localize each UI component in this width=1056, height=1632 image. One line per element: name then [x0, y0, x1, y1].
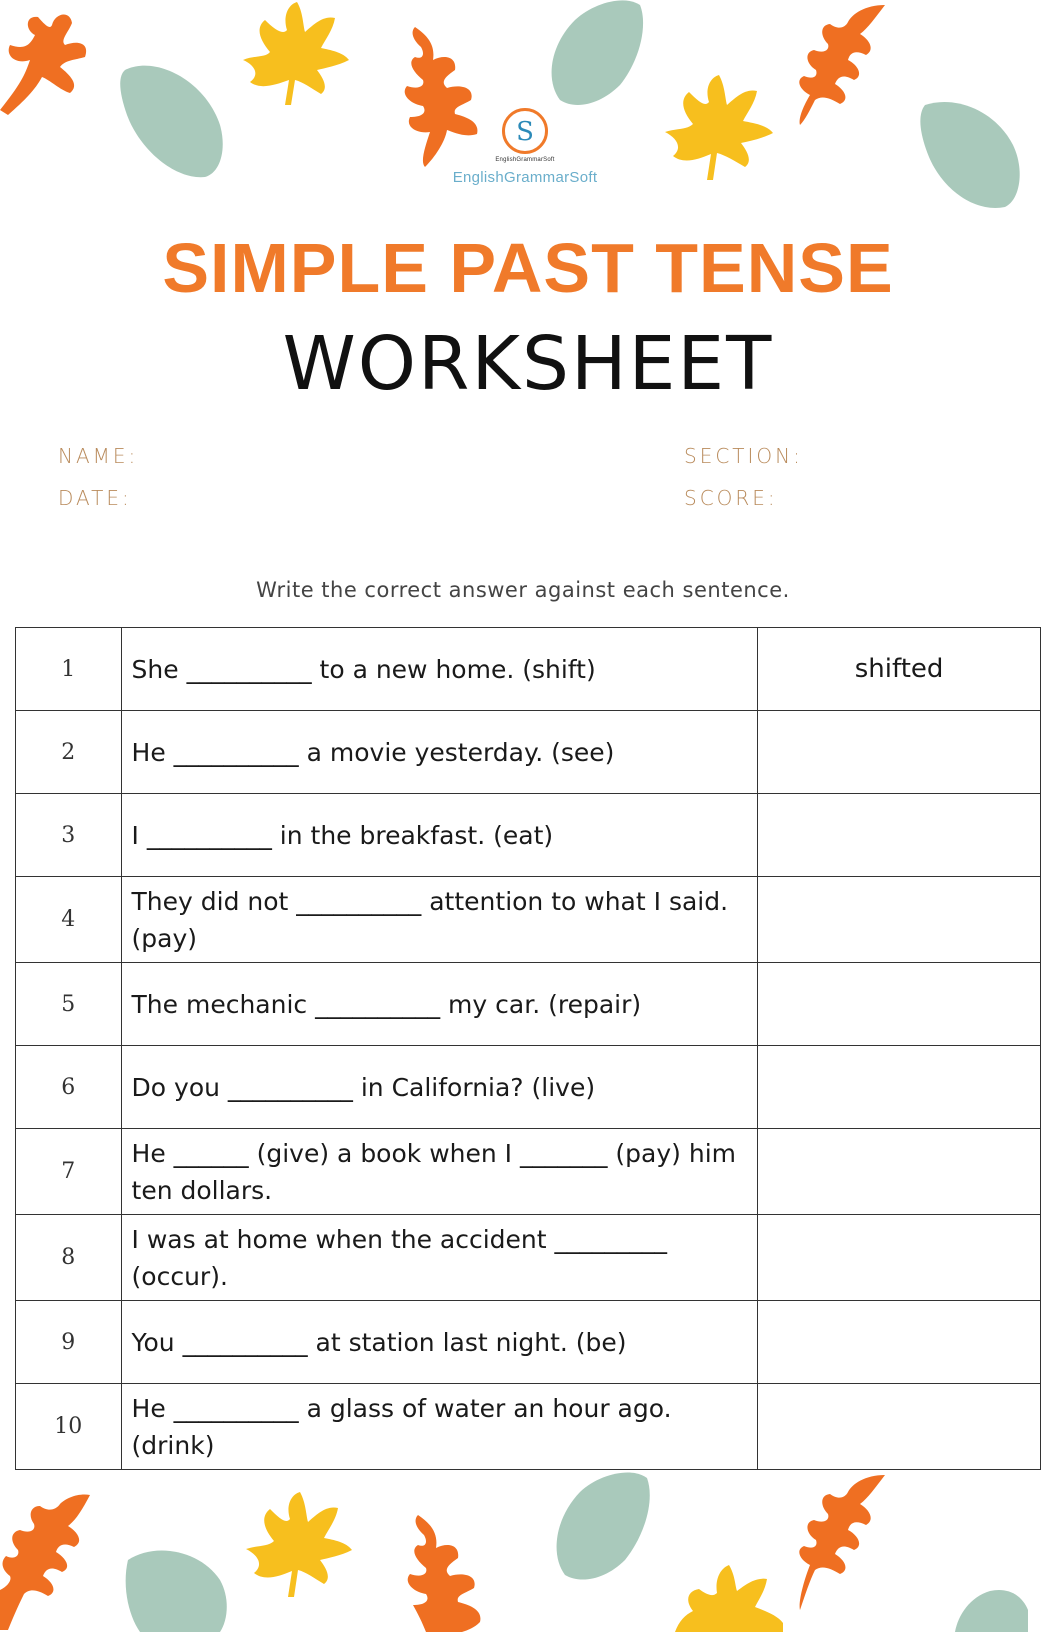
table-row	[16, 628, 1041, 711]
answer-cell[interactable]	[758, 1046, 1041, 1129]
question-number: 9	[16, 1301, 122, 1384]
table-row	[16, 963, 1041, 1046]
question-text: Do you __________ in California? (live)	[121, 1046, 758, 1129]
question-number: 3	[16, 794, 122, 877]
table-row	[16, 711, 1041, 794]
orange-oak-leaf-icon	[398, 1510, 508, 1632]
question-text: I was at home when the accident _________ (occur).	[121, 1215, 758, 1301]
yellow-maple-leaf-icon	[230, 1485, 355, 1600]
page-title: SIMPLE PAST TENSE	[162, 229, 894, 307]
answer-cell[interactable]	[758, 963, 1041, 1046]
brand-logo	[430, 108, 620, 186]
question-text: You __________ at station last night. (be)	[121, 1301, 758, 1384]
orange-oak-leaf-icon	[790, 1470, 900, 1620]
question-number: 10	[16, 1384, 122, 1470]
answer-cell[interactable]	[758, 1301, 1041, 1384]
question-text: He ______ (give) a book when I _______ (pay) him ten dollars.	[121, 1129, 758, 1215]
sage-leaf-icon	[950, 1585, 1030, 1632]
question-text: I __________ in the breakfast. (eat)	[121, 794, 758, 877]
answer-cell[interactable]	[758, 794, 1041, 877]
question-number: 1	[16, 628, 122, 711]
answer-cell[interactable]	[758, 1384, 1041, 1470]
yellow-maple-leaf-icon	[655, 1555, 785, 1632]
orange-oak-leaf-icon	[0, 1490, 110, 1632]
worksheet-table	[15, 627, 1041, 1470]
answer-cell[interactable]	[758, 1129, 1041, 1215]
question-number: 7	[16, 1129, 122, 1215]
question-number: 2	[16, 711, 122, 794]
table-row	[16, 877, 1041, 963]
question-text: She __________ to a new home. (shift)	[121, 628, 758, 711]
yellow-maple-leaf-icon	[645, 72, 780, 182]
question-number: 8	[16, 1215, 122, 1301]
logo-mark-icon: S	[502, 108, 548, 154]
yellow-maple-leaf-icon	[225, 0, 355, 110]
table-row	[16, 1129, 1041, 1215]
answer-cell[interactable]	[758, 1215, 1041, 1301]
section-label: SECTION:	[684, 444, 803, 468]
sage-leaf-icon	[915, 95, 1025, 215]
answer-cell[interactable]	[758, 711, 1041, 794]
sage-leaf-icon	[120, 1540, 230, 1632]
answer-cell[interactable]	[758, 877, 1041, 963]
sage-leaf-icon	[115, 55, 230, 180]
question-text: They did not __________ attention to what I said. (pay)	[121, 877, 758, 963]
name-label: NAME:	[58, 444, 139, 468]
question-number: 4	[16, 877, 122, 963]
sage-leaf-icon	[540, 0, 650, 110]
orange-oak-leaf-icon	[790, 0, 900, 130]
brand-name: EnglishGrammarSoft	[452, 169, 598, 186]
date-label: DATE:	[58, 486, 132, 510]
sage-leaf-icon	[545, 1470, 655, 1585]
page-subtitle: WORKSHEET	[282, 321, 774, 407]
logo-small-text: EnglishGrammarSoft	[495, 157, 555, 163]
table-row	[16, 1215, 1041, 1301]
question-number: 6	[16, 1046, 122, 1129]
question-number: 5	[16, 963, 122, 1046]
question-text: He __________ a glass of water an hour ago. (drink)	[121, 1384, 758, 1470]
instruction-text: Write the correct answer against each sentence.	[256, 578, 790, 602]
question-text: He __________ a movie yesterday. (see)	[121, 711, 758, 794]
table-row	[16, 1046, 1041, 1129]
orange-oak-leaf-icon	[0, 5, 110, 120]
answer-cell[interactable]: shifted	[758, 628, 1041, 711]
score-label: SCORE:	[684, 486, 778, 510]
table-row	[16, 794, 1041, 877]
table-row	[16, 1384, 1041, 1470]
table-row	[16, 1301, 1041, 1384]
question-text: The mechanic __________ my car. (repair)	[121, 963, 758, 1046]
